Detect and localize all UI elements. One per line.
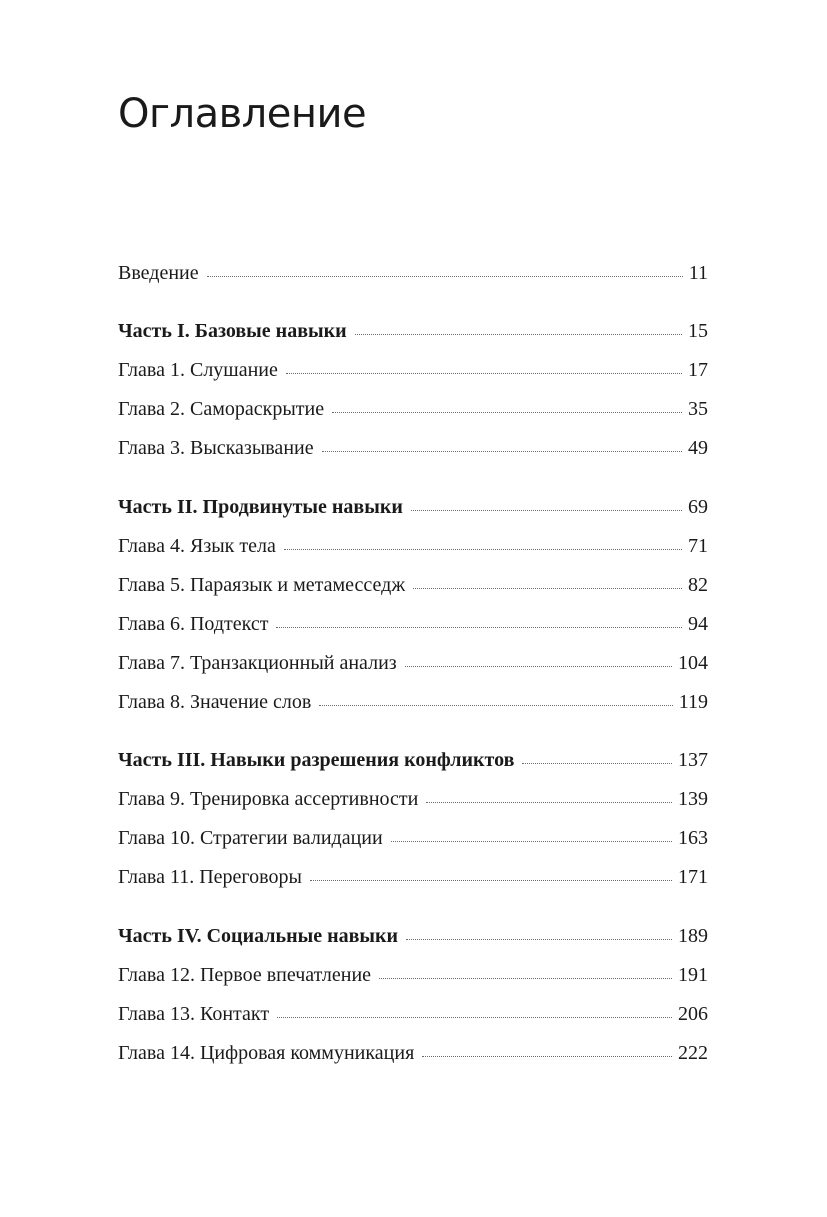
toc-entry-label: Глава 2. Самораскрытие bbox=[118, 398, 325, 420]
dot-leader bbox=[207, 275, 683, 277]
toc-entry-page: 104 bbox=[678, 652, 708, 674]
toc-entry-label: Часть IV. Социальные навыки bbox=[118, 925, 399, 947]
toc-entry-label: Глава 3. Высказывание bbox=[118, 437, 314, 459]
toc-entry-page: 82 bbox=[688, 574, 708, 596]
dot-leader bbox=[284, 548, 682, 550]
toc-entry-label: Глава 10. Стратегии валидации bbox=[118, 827, 383, 849]
toc-entry-page: 35 bbox=[688, 398, 708, 420]
toc-chapter-8[interactable] bbox=[118, 687, 708, 717]
toc-entry-label: Глава 6. Подтекст bbox=[118, 613, 269, 635]
toc-chapter-5[interactable] bbox=[118, 570, 708, 600]
toc-entry-label: Глава 14. Цифровая коммуникация bbox=[118, 1042, 415, 1064]
toc-entry-label: Часть II. Продвинутые навыки bbox=[118, 496, 403, 518]
toc-entry-label: Глава 11. Переговоры bbox=[118, 866, 302, 888]
dot-leader bbox=[319, 704, 672, 706]
dot-leader bbox=[413, 587, 682, 589]
toc-entry-page: 191 bbox=[678, 964, 708, 986]
toc-chapter-10[interactable] bbox=[118, 823, 708, 853]
dot-leader bbox=[286, 372, 682, 374]
toc-part-1[interactable] bbox=[118, 316, 708, 346]
toc-part-3[interactable] bbox=[118, 745, 708, 775]
toc-entry-page: 69 bbox=[688, 496, 708, 518]
dot-leader bbox=[522, 762, 672, 764]
toc-entry-label: Глава 9. Тренировка ассертивности bbox=[118, 788, 419, 810]
dot-leader bbox=[406, 938, 672, 940]
toc-entry-page: 119 bbox=[678, 691, 708, 713]
toc-chapter-7[interactable] bbox=[118, 648, 708, 678]
toc-entry-label: Глава 7. Транзакционный анализ bbox=[118, 652, 397, 674]
dot-leader bbox=[422, 1055, 672, 1057]
toc-entry-label: Глава 12. Первое впечатление bbox=[118, 964, 372, 986]
toc-entry-label: Глава 13. Контакт bbox=[118, 1003, 270, 1025]
dot-leader bbox=[411, 509, 682, 511]
toc-entry-label: Часть I. Базовые навыки bbox=[118, 320, 347, 342]
toc-entry-page: 189 bbox=[678, 925, 708, 947]
toc-entry-label: Глава 8. Значение слов bbox=[118, 691, 312, 713]
toc-entry-page: 137 bbox=[678, 749, 708, 771]
dot-leader bbox=[391, 840, 672, 842]
toc-entry-introduction[interactable] bbox=[118, 258, 708, 288]
toc-chapter-2[interactable] bbox=[118, 394, 708, 424]
toc-chapter-13[interactable] bbox=[118, 999, 708, 1029]
dot-leader bbox=[405, 665, 672, 667]
toc-part-2[interactable] bbox=[118, 492, 708, 522]
dot-leader bbox=[426, 801, 672, 803]
dot-leader bbox=[277, 1016, 672, 1018]
dot-leader bbox=[310, 879, 672, 881]
page-title: Оглавление bbox=[118, 91, 367, 137]
toc-chapter-1[interactable] bbox=[118, 355, 708, 385]
toc-entry-page: 222 bbox=[678, 1042, 708, 1064]
toc-entry-page: 71 bbox=[688, 535, 708, 557]
dot-leader bbox=[276, 626, 682, 628]
toc-entry-page: 94 bbox=[688, 613, 708, 635]
toc-chapter-11[interactable] bbox=[118, 862, 708, 892]
toc-entry-label: Введение bbox=[118, 262, 199, 284]
toc-entry-label: Глава 4. Язык тела bbox=[118, 535, 276, 557]
toc-chapter-12[interactable] bbox=[118, 960, 708, 990]
toc-entry-label: Часть III. Навыки разрешения конфликтов bbox=[118, 749, 515, 771]
toc-entry-page: 163 bbox=[678, 827, 708, 849]
toc-entry-page: 171 bbox=[678, 866, 708, 888]
toc-entry-page: 49 bbox=[688, 437, 708, 459]
toc-entry-page: 206 bbox=[678, 1003, 708, 1025]
toc-chapter-14[interactable] bbox=[118, 1038, 708, 1068]
toc-entry-page: 11 bbox=[688, 262, 708, 284]
toc-entry-page: 17 bbox=[688, 359, 708, 381]
toc-entry-label: Глава 5. Параязык и метамесседж bbox=[118, 574, 406, 596]
dot-leader bbox=[379, 977, 672, 979]
toc-chapter-6[interactable] bbox=[118, 609, 708, 639]
toc-chapter-3[interactable] bbox=[118, 433, 708, 463]
toc-chapter-4[interactable] bbox=[118, 531, 708, 561]
dot-leader bbox=[322, 450, 682, 452]
dot-leader bbox=[332, 411, 682, 413]
toc-entry-label: Глава 1. Слушание bbox=[118, 359, 278, 381]
toc-entry-page: 139 bbox=[678, 788, 708, 810]
dot-leader bbox=[355, 333, 682, 335]
toc-entry-page: 15 bbox=[688, 320, 708, 342]
toc-part-4[interactable] bbox=[118, 921, 708, 951]
toc-chapter-9[interactable] bbox=[118, 784, 708, 814]
